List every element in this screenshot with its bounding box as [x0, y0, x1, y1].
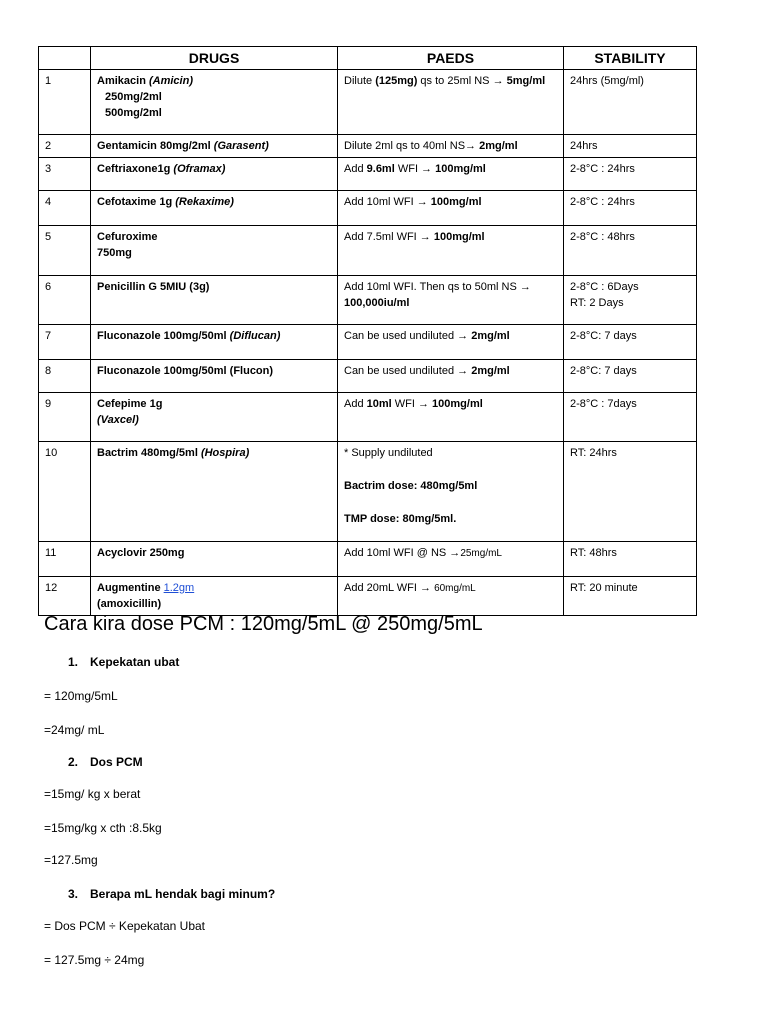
- drug-cell: [91, 70, 338, 135]
- row-number: 2: [39, 135, 91, 158]
- header-paeds: PAEDS: [338, 47, 564, 70]
- paeds-text: qs to 25ml NS →: [417, 75, 507, 87]
- notes-heading: Cara kira dose PCM : 120mg/5mL @ 250mg/5mL: [44, 613, 483, 635]
- stability-cell: [564, 276, 697, 325]
- table-row: [39, 135, 697, 158]
- paeds-text: 9.6ml: [366, 163, 395, 175]
- table-row: [39, 542, 697, 577]
- drug-name: Bactrim 480mg/5ml: [97, 447, 198, 459]
- paeds-cell: [338, 226, 564, 276]
- paeds-concentration: 5mg/ml: [506, 75, 546, 87]
- drug-table: [38, 46, 697, 616]
- paeds-concentration: 100mg/ml: [433, 231, 485, 243]
- row-number: 6: [39, 276, 91, 325]
- paeds-text: (125mg): [375, 75, 418, 87]
- table-row: [39, 360, 697, 393]
- paeds-concentration: 100mg/ml: [435, 163, 486, 175]
- row-number: 3: [39, 158, 91, 191]
- table-row: [39, 442, 697, 542]
- stability-cell: RT: 24hrs: [564, 442, 697, 542]
- paeds-cell: [338, 191, 564, 226]
- stability-cell: 2-8°C: 7 days: [564, 360, 697, 393]
- row-number: 7: [39, 325, 91, 360]
- stability-room-temp: RT: 2 Days: [570, 297, 624, 309]
- step-title: Kepekatan ubat: [90, 655, 180, 669]
- drug-brand: (Amicin): [148, 75, 193, 87]
- table-row: [39, 325, 697, 360]
- step-1: [68, 654, 179, 670]
- paeds-text: WFI →: [394, 163, 436, 175]
- paeds-concentration: 100mg/ml: [430, 196, 482, 208]
- drug-strength: 500mg/2ml: [105, 107, 162, 119]
- row-number: 12: [39, 577, 91, 616]
- drug-cell: [91, 191, 338, 226]
- pcm-dose-notes: [44, 610, 724, 967]
- paeds-concentration: 100,000iu/ml: [344, 297, 410, 309]
- paeds-cell: [338, 360, 564, 393]
- drug-name: Cefepime 1g: [97, 398, 163, 410]
- step-3: [68, 886, 275, 902]
- paeds-text: Add 7.5ml WFI →: [344, 231, 434, 243]
- stability-cell: 2-8°C: 7 days: [564, 325, 697, 360]
- table-row: [39, 70, 697, 135]
- drug-cell: [91, 325, 338, 360]
- drug-cell: [91, 226, 338, 276]
- step-title: Dos PCM: [90, 755, 143, 769]
- paeds-concentration: 25mg/mL: [460, 548, 502, 559]
- paeds-text: Dilute 2ml qs to 40ml NS→: [344, 140, 480, 152]
- paeds-cell: [338, 325, 564, 360]
- drug-strength-link[interactable]: 1.2gm: [163, 582, 195, 594]
- drug-brand: (Oframax): [173, 163, 226, 175]
- paeds-text: Add: [344, 163, 367, 175]
- drug-cell: [91, 158, 338, 191]
- drug-name: Ceftriaxone1g: [97, 163, 171, 175]
- row-number: 1: [39, 70, 91, 135]
- paeds-cell: [338, 442, 564, 542]
- drug-generic: (amoxicillin): [97, 598, 162, 610]
- paeds-text: Can be used undiluted →: [344, 365, 472, 377]
- stability-cell: 2-8°C : 48hrs: [564, 226, 697, 276]
- calc-line: = 127.5mg ÷ 24mg: [44, 953, 145, 967]
- calc-line: = 120mg/5mL: [44, 689, 118, 703]
- paeds-text: Dilute: [344, 75, 376, 87]
- row-number: 4: [39, 191, 91, 226]
- drug-name: Cefuroxime: [97, 231, 158, 243]
- drug-name: Penicillin G 5MIU (3g): [97, 281, 210, 293]
- drug-brand: (Rekaxime): [175, 196, 234, 208]
- table-row: [39, 393, 697, 442]
- paeds-dose: Bactrim dose: 480mg/5ml: [344, 480, 478, 492]
- table-row: [39, 276, 697, 325]
- paeds-concentration: 60mg/mL: [434, 583, 476, 594]
- stability-cell: 2-8°C : 24hrs: [564, 158, 697, 191]
- table-row: [39, 191, 697, 226]
- paeds-dose: TMP dose: 80mg/5ml.: [344, 513, 457, 525]
- paeds-cell: [338, 393, 564, 442]
- step-number: 2.: [68, 755, 79, 769]
- paeds-concentration: 100mg/ml: [432, 398, 483, 410]
- drug-brand: (Hospira): [200, 447, 250, 459]
- paeds-concentration: 2mg/ml: [471, 330, 510, 342]
- paeds-cell: [338, 276, 564, 325]
- table-header-row: [39, 47, 697, 70]
- row-number: 5: [39, 226, 91, 276]
- header-drugs: DRUGS: [91, 47, 338, 70]
- header-stability: STABILITY: [564, 47, 697, 70]
- stability-cell: 24hrs: [564, 135, 697, 158]
- drug-name: Fluconazole 100mg/50ml: [97, 330, 227, 342]
- calc-line: =127.5mg: [44, 853, 98, 867]
- drug-cell: [91, 393, 338, 442]
- drug-cell: [91, 135, 338, 158]
- drug-brand: (Diflucan): [229, 330, 281, 342]
- paeds-text: Can be used undiluted →: [344, 330, 472, 342]
- stability-fridge: 2-8°C : 6Days: [570, 281, 639, 293]
- drug-name: Cefotaxime 1g: [97, 196, 173, 208]
- drug-cell: [91, 542, 338, 577]
- drug-strength: 250mg/2ml: [105, 91, 162, 103]
- stability-cell: 24hrs (5mg/ml): [564, 70, 697, 135]
- drug-name: Augmentine: [97, 582, 161, 594]
- drug-name: Acyclovir 250mg: [97, 547, 185, 559]
- paeds-cell: [338, 135, 564, 158]
- drug-strength: 750mg: [97, 247, 132, 259]
- paeds-text: * Supply undiluted: [344, 447, 433, 459]
- row-number: 8: [39, 360, 91, 393]
- paeds-text: WFI →: [391, 398, 433, 410]
- calc-line: =15mg/ kg x berat: [44, 787, 141, 801]
- drug-brand: (Vaxcel): [97, 414, 139, 426]
- drug-brand: (Garasent): [213, 140, 269, 152]
- row-number: 10: [39, 442, 91, 542]
- step-number: 1.: [68, 655, 79, 669]
- stability-cell: 2-8°C : 24hrs: [564, 191, 697, 226]
- row-number: 11: [39, 542, 91, 577]
- drug-cell: [91, 442, 338, 542]
- header-number: [39, 47, 91, 70]
- row-number: 9: [39, 393, 91, 442]
- step-number: 3.: [68, 887, 79, 901]
- paeds-cell: [338, 70, 564, 135]
- calc-line: =24mg/ mL: [44, 723, 105, 737]
- paeds-text: Add 10ml WFI →: [344, 196, 431, 208]
- calc-line: = Dos PCM ÷ Kepekatan Ubat: [44, 919, 205, 933]
- paeds-text: Add 10ml WFI. Then qs to 50ml NS →: [344, 281, 531, 293]
- drug-name: Gentamicin 80mg/2ml: [97, 140, 211, 152]
- drug-name: Fluconazole 100mg/50ml (Flucon): [97, 365, 274, 377]
- paeds-cell: [338, 542, 564, 577]
- table-row: [39, 158, 697, 191]
- stability-cell: 2-8°C : 7days: [564, 393, 697, 442]
- paeds-concentration: 2mg/ml: [479, 140, 518, 152]
- paeds-text: Add: [344, 398, 367, 410]
- paeds-text: Add 20mL WFI →: [344, 582, 435, 594]
- drug-cell: [91, 276, 338, 325]
- step-title: Berapa mL hendak bagi minum?: [90, 887, 276, 901]
- drug-name: Amikacin: [97, 75, 146, 87]
- drug-cell: [91, 360, 338, 393]
- paeds-concentration: 2mg/ml: [471, 365, 510, 377]
- step-2: [68, 754, 143, 770]
- paeds-text: 10ml: [366, 398, 392, 410]
- paeds-cell: [338, 158, 564, 191]
- calc-line: =15mg/kg x cth :8.5kg: [44, 821, 162, 835]
- stability-cell: RT: 48hrs: [564, 542, 697, 577]
- paeds-text: Add 10ml WFI @ NS →: [344, 547, 461, 559]
- table-row: [39, 226, 697, 276]
- stability-cell: RT: 20 minute: [564, 577, 697, 616]
